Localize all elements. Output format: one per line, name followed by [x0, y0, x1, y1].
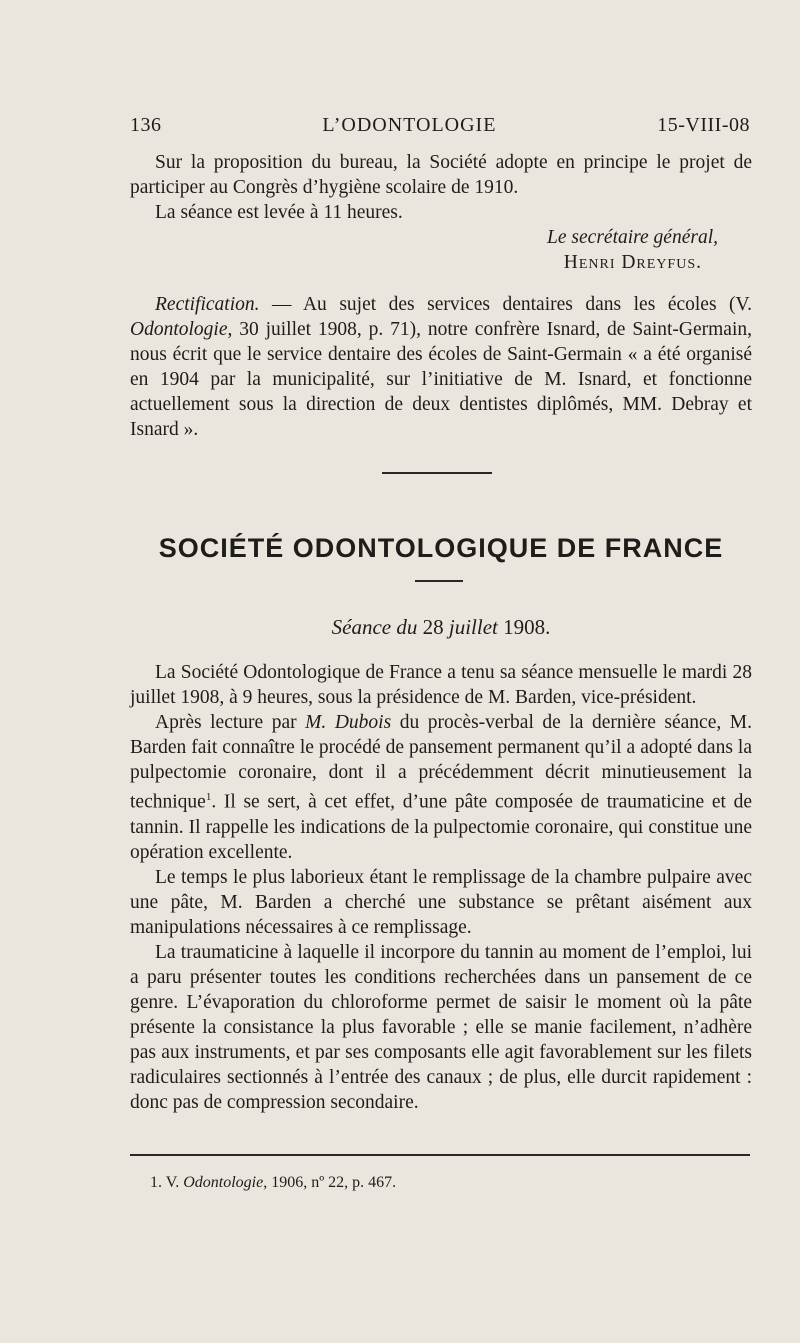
journal-title: L’ODONTOLOGIE [322, 114, 497, 136]
session-paragraph-1: La Société Odontologique de France a tenu sa séance mensuelle le mardi 28 juillet 1908, à 9 heures, sous la présidence de M. Barden, vice-président. [130, 662, 752, 708]
session-body [130, 660, 752, 1115]
footnote-rest: , 1906, nº 22, p. 467. [263, 1174, 397, 1191]
section-divider [382, 472, 492, 474]
rectification-text-a: — Au sujet des services dentaires dans les écoles (V. [259, 294, 752, 315]
issue-date: 15-VIII-08 [657, 114, 750, 136]
section-title: SOCIÉTÉ ODONTOLOGIQUE DE FRANCE [158, 533, 724, 563]
session-year: 1908. [503, 615, 551, 639]
journal-reference: Odontologie [130, 319, 228, 340]
footnote-journal: Odontologie [183, 1174, 264, 1191]
rectification-label: Rectification. [155, 294, 260, 315]
session-paragraph-3: Le temps le plus laborieux étant le remplissage de la chambre pulpaire avec une pâte, M. Barden a cherché une substance se prêtant aisément aux manipulations nécessaires à ce remplissage. [130, 866, 752, 938]
rectification-paragraph [130, 292, 752, 442]
signature-role: Le secrétaire général, [547, 227, 718, 248]
session-paragraph-4: La traumaticine à laquelle il incorpore du tannin au moment de l’emploi, lui a paru présenter toutes les conditions recherchées dans un pansement de ce genre. L’évaporation du chloroforme permet de saisir le moment où la pâte présente la consistance la plus favorable ; elle se manie facilement, n’adhère pas aux instruments, et par ses composants elle agit favorablement sur les filets radiculaires sectionnés à l’entrée des canaux ; de plus, elle durcit rapidement : donc pas de compression secondaire. [130, 941, 752, 1113]
session-heading [130, 615, 752, 640]
rectification-text-b: , 30 juillet 1908, p. 71), notre confrère Isnard, de Saint-Germain, nous écrit que le service dentaire des écoles de Saint-Germain « a été organisé en 1904 par la municipalité, sur l’initiative de M. Isnard, et fonctionne actuellement sous la direction de deux dentistes diplômés, MM. Debray et Isnard ». [130, 319, 752, 440]
page-number: 136 [130, 114, 162, 136]
signature-name: Henri Dreyfus. [563, 252, 702, 273]
session-paragraph-2 [130, 710, 752, 865]
session-label: Séance du [331, 615, 418, 639]
footnote-rule [130, 1154, 750, 1156]
footnote-marker: 1 [205, 791, 212, 803]
top-section [130, 150, 752, 275]
p2-name: M. Dubois [305, 712, 392, 733]
proposition-paragraph: Sur la proposition du bureau, la Société adopte en principe le projet de participer au Congrès d’hygiène scolaire de 1910. [130, 152, 752, 198]
p2-text-b: du procès-verbal de la dernière séance, M. Barden fait connaître le procédé de pansement permanent qu’il a adopté dans la pulpectomie coronaire, dont il a précédemment décrit minutieusement la technique [130, 712, 752, 813]
rectification-section [130, 292, 752, 442]
p2-text-c: . Il se sert, à cet effet, d’une pâte composée de traumaticine et de tannin. Il rappelle les indications de la pulpectomie coronaire, qui constitue une opération excellente. [130, 791, 752, 863]
session-day: 28 [422, 615, 444, 639]
title-underline [415, 580, 463, 582]
signature-block [130, 225, 752, 275]
closing-paragraph: La séance est levée à 11 heures. [155, 202, 403, 223]
footnote [150, 1174, 396, 1192]
footnote-number: 1. V. [150, 1174, 184, 1191]
p2-text-a: Après lecture par [155, 712, 306, 733]
session-month: juillet [448, 615, 498, 639]
running-header [130, 114, 750, 137]
